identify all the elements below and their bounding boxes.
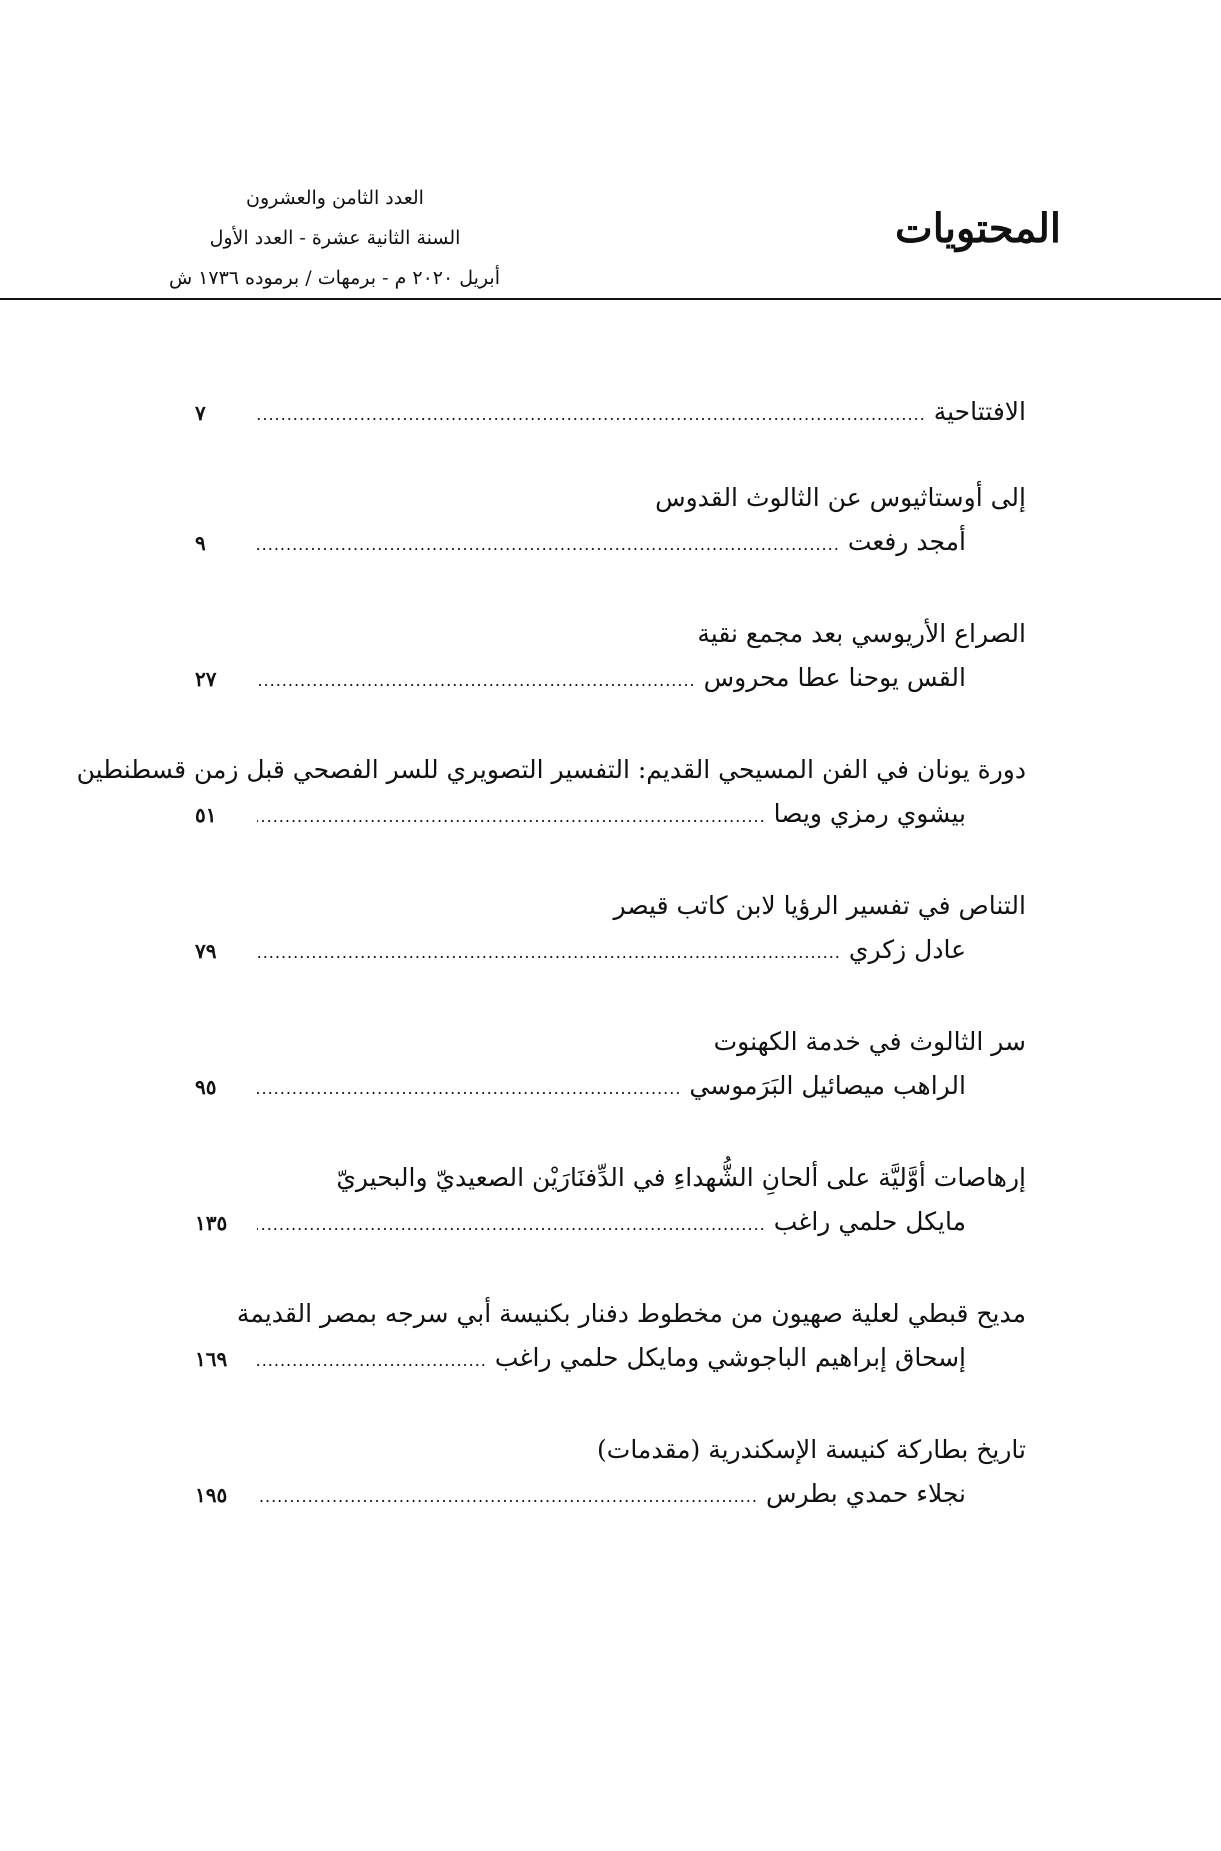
article-author: مايكل حلمي راغب: [773, 1207, 966, 1236]
article-title: سر الثالوث في خدمة الكهنوت: [713, 1027, 1026, 1056]
article-author: أمجد رفعت: [847, 527, 966, 556]
leader-dots: [257, 400, 926, 430]
toc-line: [195, 520, 1026, 565]
issue-number: العدد الثامن والعشرون: [246, 187, 424, 209]
page-number: ١٦٩: [195, 1347, 228, 1371]
article-title: التناص في تفسير الرؤيا لابن كاتب قيصر: [613, 891, 1026, 920]
table-of-contents: [76, 0, 1026, 1851]
article-author: الراهب ميصائيل البَرَموسي: [689, 1071, 966, 1100]
article-title: تاريخ بطاركة كنيسة الإسكندرية (مقدمات): [597, 1435, 1026, 1464]
leader-dots: [257, 1074, 681, 1104]
leader-dots: [257, 666, 696, 696]
article-title: إلى أوستاثيوس عن الثالوث القدوس: [655, 483, 1026, 512]
leader-dots: [257, 1482, 758, 1512]
toc-entry[interactable]: [195, 1156, 1026, 1245]
toc-entry[interactable]: [195, 1020, 1026, 1109]
toc-line: [195, 1336, 1026, 1381]
leader-dots: [257, 1346, 487, 1376]
article-author: القس يوحنا عطا محروس: [703, 663, 966, 692]
toc-entry[interactable]: [195, 884, 1026, 973]
toc-line: [195, 1064, 1026, 1109]
leader-dots: [257, 530, 840, 560]
page-number: ٩٥: [195, 1075, 217, 1099]
article-title: دورة يونان في الفن المسيحي القديم: التفسير التصويري للسر الفصحي قبل زمن قسطنطين: [76, 755, 1026, 784]
page-title: المحتويات: [895, 205, 1061, 252]
toc-entry-editorial[interactable]: [195, 390, 1026, 435]
toc-line: [195, 390, 1026, 435]
toc-line: [195, 1472, 1026, 1517]
page-number: ١٣٥: [195, 1211, 228, 1235]
toc-entry[interactable]: [195, 612, 1026, 701]
toc-label: الافتتاحية: [933, 397, 1026, 426]
article-title: إرهاصات أوَّليَّة على ألحانِ الشُّهداءِ في الدِّفنَارَيْن الصعيديّ والبحيريّ: [336, 1163, 1026, 1192]
leader-dots: [257, 802, 766, 832]
toc-entry[interactable]: [195, 1428, 1026, 1517]
issue-date: أبريل ٢٠٢٠ م - برمهات / برموده ١٧٣٦ ش: [168, 267, 500, 289]
article-title: الصراع الأريوسي بعد مجمع نقية: [697, 619, 1026, 648]
toc-entry[interactable]: [76, 748, 1026, 837]
article-author: بيشوي رمزي ويصا: [773, 799, 966, 828]
toc-line: [195, 792, 1026, 837]
toc-line: [195, 928, 1026, 973]
article-author: نجلاء حمدي بطرس: [765, 1479, 966, 1508]
page-number: ٩: [195, 531, 206, 555]
article-author: عادل زكري: [848, 935, 966, 964]
page-number: ٢٧: [195, 667, 217, 691]
page-number: ١٩٥: [195, 1483, 228, 1507]
page-number: ٧٩: [195, 939, 217, 963]
article-author: إسحاق إبراهيم الباجوشي ومايكل حلمي راغب: [494, 1343, 966, 1372]
toc-line: [195, 656, 1026, 701]
toc-line: [195, 1200, 1026, 1245]
year-issue: السنة الثانية عشرة - العدد الأول: [209, 227, 461, 249]
page-number: ٥١: [195, 803, 217, 827]
leader-dots: [257, 938, 841, 968]
page-number: ٧: [195, 401, 206, 425]
toc-entry[interactable]: [195, 1292, 1026, 1381]
toc-entry[interactable]: [195, 476, 1026, 565]
article-title: مديح قبطي لعلية صهيون من مخطوط دفنار بكنيسة أبي سرجه بمصر القديمة: [236, 1299, 1026, 1328]
leader-dots: [257, 1210, 766, 1240]
